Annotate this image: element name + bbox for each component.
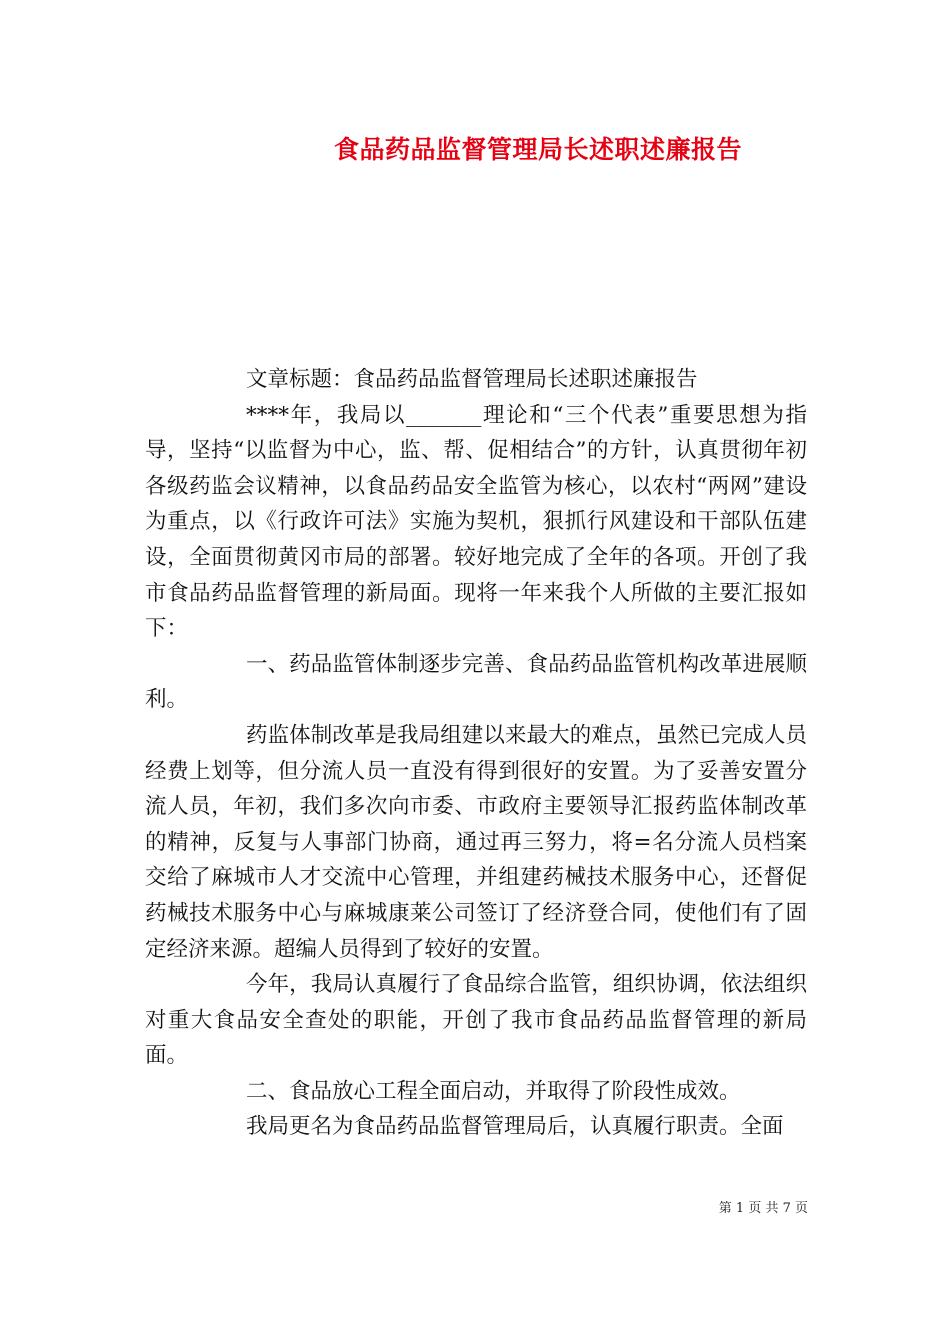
page-number: 第 1 页 共 7 页 (718, 1201, 808, 1216)
document-body (145, 362, 807, 1145)
paragraph-intro: ****年，我局以_______理论和“三个代表”重要思想为指导，坚持“以监督为中心，监、帮、促相结合”的方针，认真贯彻年初各级药监会议精神，以食品药品安全监管为核心，以农村“两网”建设为重点，以《行政许可法》实施为契机，狠抓行风建设和干部队伍建设，全面贯彻黄冈市局的部署。较好地完成了全年的各项。开创了我市食品药品监督管理的新局面。现将一年来我个人所做的主要汇报如下： (145, 402, 807, 642)
document-title: 食品药品监督管理局长述职述廉报告 (333, 135, 742, 164)
paragraph-rename: 我局更名为食品药品监督管理局后，认真履行职责。全面 (246, 1114, 784, 1140)
paragraph-section-1-heading: 一、药品监管体制逐步完善、食品药品监管机构改革进展顺利。 (145, 651, 807, 713)
paragraph-section-2-heading: 二、食品放心工程全面启动，并取得了阶段性成效。 (246, 1078, 741, 1104)
paragraph-reform: 药监体制改革是我局组建以来最大的难点，虽然已完成人员经费上划等，但分流人员一直没有得到很好的安置。为了妥善安置分流人员，年初，我们多次向市委、市政府主要领导汇报药监体制改革的精神，反复与人事部门协商，通过再三努力，将=名分流人员档案交给了麻城市人才交流中心管理，并组建药械技术服务中心，还督促药械技术服务中心与麻城康莱公司签订了经济登合同，使他们有了固定经济来源。超编人员得到了较好的安置。 (145, 722, 807, 962)
paragraph-food-supervision: 今年，我局认真履行了食品综合监管，组织协调，依法组织对重大食品安全查处的职能，开创了我市食品药品监督管理的新局面。 (145, 972, 807, 1069)
paragraph-article-title: 文章标题：食品药品监督管理局长述职述廉报告 (246, 367, 698, 392)
